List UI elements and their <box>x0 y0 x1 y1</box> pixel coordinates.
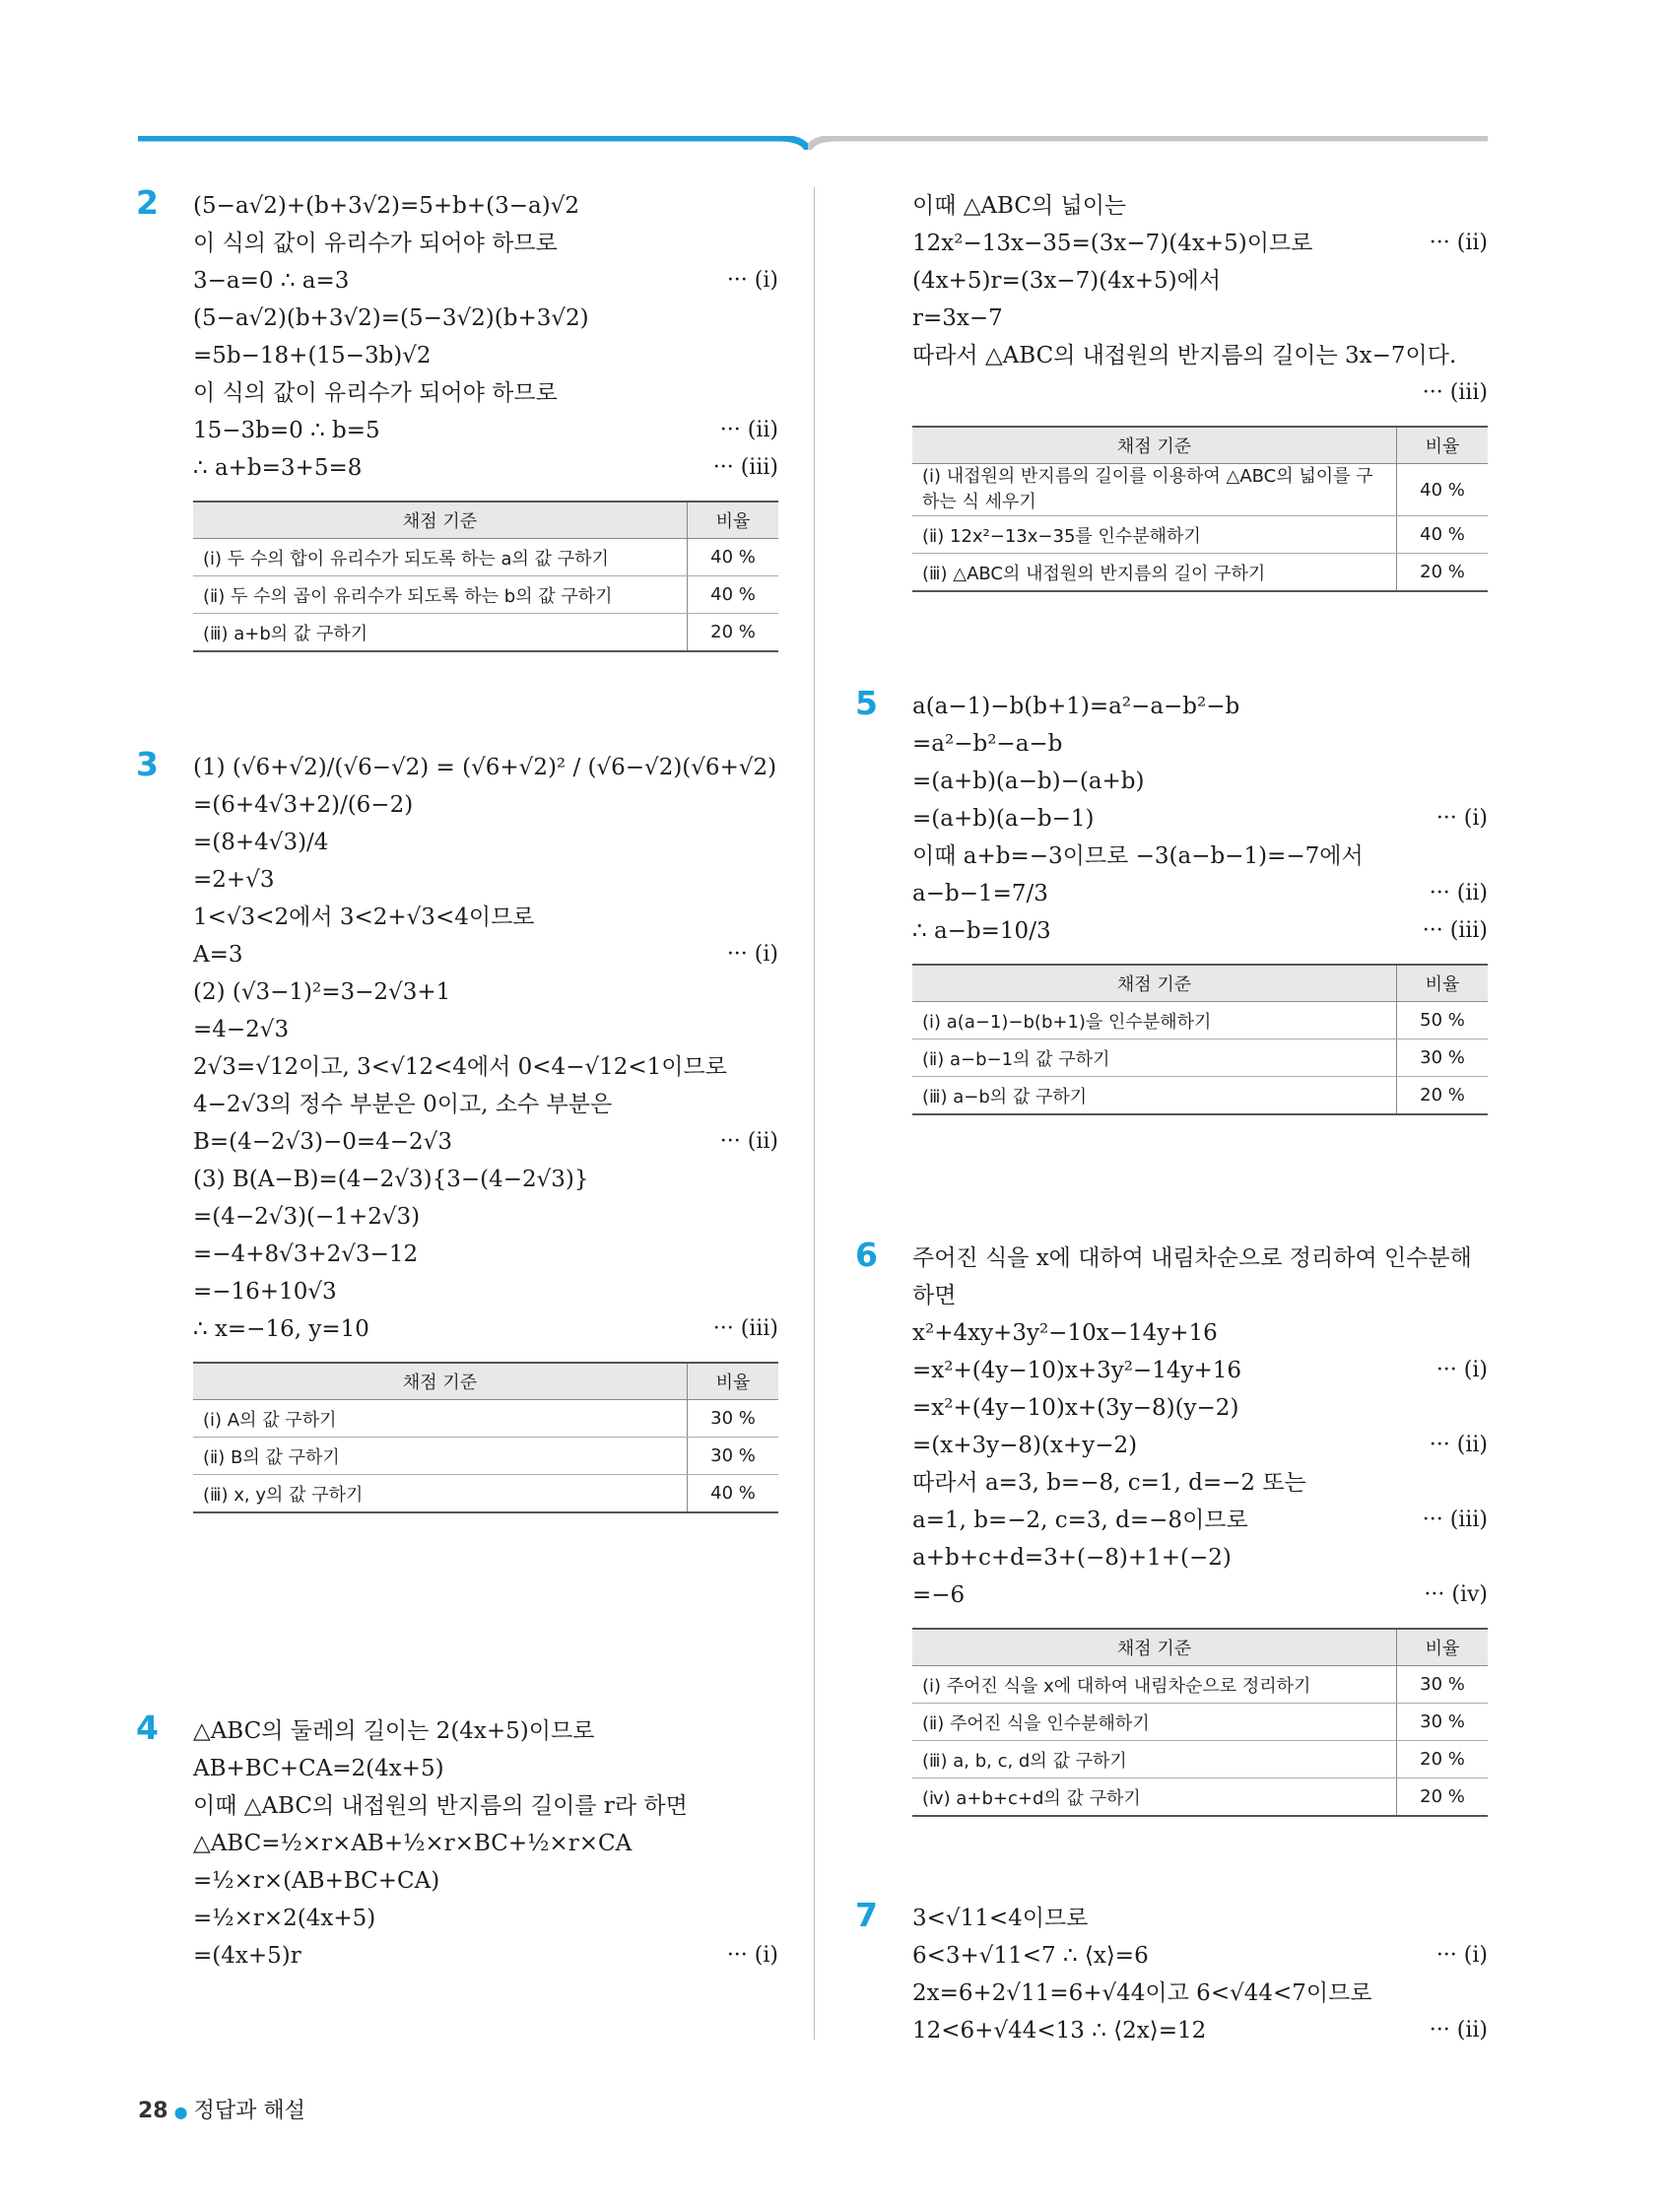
scoring-table <box>193 1362 778 1513</box>
table-header-row <box>912 427 1488 464</box>
criteria-cell: (ⅲ) a, b, c, d의 값 구하기 <box>912 1741 1397 1778</box>
ratio-cell: 40 % <box>688 576 779 614</box>
criteria-header: 채점 기준 <box>193 1363 688 1400</box>
solution-line: 이 식의 값이 유리수가 되어야 하므로 <box>193 231 558 256</box>
step-marker: ··· (ⅱ) <box>1429 1433 1488 1457</box>
ratio-cell: 30 % <box>688 1438 779 1475</box>
ratio-cell: 30 % <box>688 1400 779 1438</box>
step-marker: ··· (ⅳ) <box>1424 1582 1488 1607</box>
problem-number: 6 <box>855 1236 878 1274</box>
step-marker: ··· (ⅲ) <box>1422 380 1488 405</box>
table-row <box>912 1741 1488 1778</box>
solution-line: ∴ x=−16, y=10 ··· (ⅲ) <box>193 1310 778 1348</box>
table-header-row <box>912 1629 1488 1666</box>
solution-line: =−6 ··· (ⅳ) <box>912 1576 1488 1614</box>
solution-line: (5−a√2)(b+3√2)=(5−3√2)(b+3√2) <box>193 305 589 331</box>
ratio-header: 비율 <box>688 502 779 539</box>
criteria-cell: (ⅳ) a+b+c+d의 값 구하기 <box>912 1778 1397 1817</box>
page-number: 28 <box>138 2099 168 2123</box>
solution-line: 2x=6+2√11=6+√44이고 6<√44<7이므로 <box>912 1980 1372 2006</box>
ratio-cell: 20 % <box>1397 1077 1489 1115</box>
footer-title: 정답과 해설 <box>193 2099 305 2123</box>
header-accent-bar <box>138 136 808 150</box>
ratio-cell: 50 % <box>1397 1002 1489 1039</box>
solution-line: =(6+4√3+2)/(6−2) <box>193 792 414 818</box>
criteria-cell: (ⅱ) B의 값 구하기 <box>193 1438 688 1475</box>
solution-line: =(a+b)(a−b)−(a+b) <box>912 769 1145 794</box>
step-marker: ··· (ⅰ) <box>1435 806 1488 831</box>
solution-line: =(4−2√3)(−1+2√3) <box>193 1204 421 1230</box>
solution-line: =x²+(4y−10)x+3y²−14y+16 ··· (ⅰ) <box>912 1352 1488 1389</box>
solution-line: (1) (√6+√2)/(√6−√2) = (√6+√2)² / (√6−√2)(√6+√2) <box>193 755 777 780</box>
table-row <box>193 614 778 652</box>
solution-line: =5b−18+(15−3b)√2 <box>193 343 432 369</box>
criteria-cell: (ⅰ) 내접원의 반지름의 길이를 이용하여 △ABC의 넓이를 구하는 식 세우기 <box>912 464 1397 516</box>
table-row <box>912 1666 1488 1704</box>
table-row <box>193 539 778 576</box>
ratio-cell: 40 % <box>688 539 779 576</box>
solution-line: =(8+4√3)/4 <box>193 830 329 855</box>
solution-line: a−b−1=7/3 ··· (ⅱ) <box>912 875 1488 912</box>
table-header-row <box>912 965 1488 1002</box>
table-row <box>912 1002 1488 1039</box>
table-row <box>912 464 1488 516</box>
solution-line: =−4+8√3+2√3−12 <box>193 1241 419 1267</box>
ratio-cell: 40 % <box>1397 464 1489 516</box>
step-marker: ··· (ⅲ) <box>712 455 778 480</box>
step-marker: ··· (ⅱ) <box>719 418 778 442</box>
ratio-header: 비율 <box>1397 965 1489 1002</box>
ratio-cell: 30 % <box>1397 1666 1489 1704</box>
solution-line: =a²−b²−a−b <box>912 731 1063 757</box>
criteria-cell: (ⅲ) x, y의 값 구하기 <box>193 1475 688 1513</box>
table-row <box>193 576 778 614</box>
step-marker: ··· (ⅰ) <box>726 268 778 293</box>
ratio-cell: 20 % <box>1397 554 1489 592</box>
criteria-cell: (ⅱ) a−b−1의 값 구하기 <box>912 1039 1397 1077</box>
solution-line: 이때 △ABC의 넓이는 <box>912 193 1127 219</box>
problem-number: 5 <box>855 684 878 722</box>
solution-line: =x²+(4y−10)x+(3y−8)(y−2) <box>912 1395 1239 1421</box>
ratio-cell: 20 % <box>1397 1778 1489 1817</box>
solution-line: 따라서 △ABC의 내접원의 반지름의 길이는 3x−7이다. <box>912 343 1457 369</box>
criteria-cell: (ⅱ) 12x²−13x−35를 인수분해하기 <box>912 516 1397 554</box>
solution-line: (3) B(A−B)=(4−2√3){3−(4−2√3)} <box>193 1167 589 1192</box>
ratio-cell: 20 % <box>688 614 779 652</box>
problem-number: 2 <box>136 183 159 222</box>
criteria-header: 채점 기준 <box>912 1629 1397 1666</box>
criteria-cell: (ⅰ) 두 수의 합이 유리수가 되도록 하는 a의 값 구하기 <box>193 539 688 576</box>
solution-line: =½×r×(AB+BC+CA) <box>193 1868 440 1894</box>
scoring-table <box>912 964 1488 1115</box>
solution-line: AB+BC+CA=2(4x+5) <box>193 1756 444 1781</box>
step-marker: ··· (ⅲ) <box>1422 1508 1488 1532</box>
solution-line: 이때 △ABC의 내접원의 반지름의 길이를 r라 하면 <box>193 1793 688 1819</box>
solution-line: a(a−1)−b(b+1)=a²−a−b²−b <box>912 694 1240 719</box>
ratio-header: 비율 <box>1397 1629 1489 1666</box>
solution-line: a=1, b=−2, c=3, d=−8이므로 ··· (ⅲ) <box>912 1502 1488 1539</box>
table-row <box>912 516 1488 554</box>
solution-line: 이때 a+b=−3이므로 −3(a−b−1)=−7에서 <box>912 843 1364 869</box>
solution-line: 15−3b=0 ∴ b=5 ··· (ⅱ) <box>193 412 778 449</box>
problem-number: 3 <box>136 745 159 783</box>
solution-line: =−16+10√3 <box>193 1279 337 1305</box>
solution-line: 이 식의 값이 유리수가 되어야 하므로 <box>193 380 558 406</box>
criteria-cell: (ⅱ) 두 수의 곱이 유리수가 되도록 하는 b의 값 구하기 <box>193 576 688 614</box>
solution-line: =4−2√3 <box>193 1017 290 1042</box>
step-marker: ··· (ⅰ) <box>1435 1943 1488 1968</box>
table-header-row <box>193 502 778 539</box>
table-header-row <box>193 1363 778 1400</box>
scoring-table <box>912 1628 1488 1817</box>
table-row <box>193 1438 778 1475</box>
solution-line: (5−a√2)+(b+3√2)=5+b+(3−a)√2 <box>193 193 580 219</box>
step-marker: ··· (ⅱ) <box>1429 2018 1488 2043</box>
problem-number: 7 <box>855 1896 878 1934</box>
solution-line: x²+4xy+3y²−10x−14y+16 <box>912 1320 1218 1346</box>
solution-line: ∴ a−b=10/3 ··· (ⅲ) <box>912 912 1488 950</box>
solution-line: (4x+5)r=(3x−7)(4x+5)에서 <box>912 268 1222 294</box>
solution-line: r=3x−7 <box>912 305 1003 331</box>
solution-line: =2+√3 <box>193 867 275 893</box>
criteria-header: 채점 기준 <box>912 427 1397 464</box>
ratio-cell: 30 % <box>1397 1704 1489 1741</box>
step-marker: ··· (ⅱ) <box>719 1129 778 1154</box>
criteria-cell: (ⅲ) a+b의 값 구하기 <box>193 614 688 652</box>
step-marker: ··· (ⅰ) <box>726 1943 778 1968</box>
solution-line: =(a+b)(a−b−1) ··· (ⅰ) <box>912 800 1488 838</box>
table-row <box>193 1475 778 1513</box>
page-footer <box>138 2094 305 2124</box>
solution-line: =(4x+5)r ··· (ⅰ) <box>193 1937 778 1975</box>
table-row <box>912 1077 1488 1115</box>
solution-line: 3<√11<4이므로 <box>912 1906 1089 1931</box>
criteria-cell: (ⅰ) A의 값 구하기 <box>193 1400 688 1438</box>
ratio-header: 비율 <box>1397 427 1489 464</box>
solution-line: 6<3+√11<7 ∴ ⟨x⟩=6 ··· (ⅰ) <box>912 1937 1488 1975</box>
criteria-header: 채점 기준 <box>193 502 688 539</box>
step-marker: ··· (ⅰ) <box>726 942 778 967</box>
table-row <box>912 1778 1488 1817</box>
solution-line: A=3 ··· (ⅰ) <box>193 936 778 973</box>
ratio-cell: 30 % <box>1397 1039 1489 1077</box>
solution-line: 12<6+√44<13 ∴ ⟨2x⟩=12 ··· (ⅱ) <box>912 2012 1488 2049</box>
ratio-cell: 20 % <box>1397 1741 1489 1778</box>
solution-line: 하면 <box>912 1283 957 1308</box>
solution-line: 3−a=0 ∴ a=3 ··· (ⅰ) <box>193 262 778 300</box>
criteria-cell: (ⅰ) a(a−1)−b(b+1)을 인수분해하기 <box>912 1002 1397 1039</box>
solution-line: 2√3=√12이고, 3<√12<4에서 0<4−√12<1이므로 <box>193 1054 727 1080</box>
table-row <box>912 1704 1488 1741</box>
step-marker: ··· (ⅱ) <box>1429 881 1488 905</box>
criteria-cell: (ⅲ) △ABC의 내접원의 반지름의 길이 구하기 <box>912 554 1397 592</box>
bullet-icon: ● <box>173 2103 188 2121</box>
solution-line: 1<√3<2에서 3<2+√3<4이므로 <box>193 905 535 930</box>
solution-line: a+b+c+d=3+(−8)+1+(−2) <box>912 1545 1232 1571</box>
criteria-cell: (ⅱ) 주어진 식을 인수분해하기 <box>912 1704 1397 1741</box>
solution-line: △ABC=½×r×AB+½×r×BC+½×r×CA <box>193 1831 633 1856</box>
column-divider <box>814 187 815 2040</box>
solution-line: =½×r×2(4x+5) <box>193 1906 376 1931</box>
ratio-cell: 40 % <box>688 1475 779 1513</box>
criteria-cell: (ⅲ) a−b의 값 구하기 <box>912 1077 1397 1115</box>
scoring-table <box>912 426 1488 592</box>
problem-number: 4 <box>136 1709 159 1747</box>
solution-line: 4−2√3의 정수 부분은 0이고, 소수 부분은 <box>193 1092 613 1117</box>
ratio-header: 비율 <box>688 1363 779 1400</box>
criteria-cell: (ⅰ) 주어진 식을 x에 대하여 내림차순으로 정리하기 <box>912 1666 1397 1704</box>
solution-line: (2) (√3−1)²=3−2√3+1 <box>193 979 451 1005</box>
solution-line <box>912 374 1488 412</box>
header-gray-bar <box>808 136 1488 150</box>
step-marker: ··· (ⅲ) <box>1422 918 1488 943</box>
scoring-table <box>193 501 778 652</box>
solution-line: 12x²−13x−35=(3x−7)(4x+5)이므로 ··· (ⅱ) <box>912 225 1488 262</box>
step-marker: ··· (ⅱ) <box>1429 231 1488 255</box>
solution-line: ∴ a+b=3+5=8 ··· (ⅲ) <box>193 449 778 487</box>
table-row <box>912 554 1488 592</box>
step-marker: ··· (ⅲ) <box>712 1316 778 1341</box>
solution-line: △ABC의 둘레의 길이는 2(4x+5)이므로 <box>193 1718 595 1744</box>
step-marker: ··· (ⅰ) <box>1435 1358 1488 1382</box>
solution-line: 따라서 a=3, b=−8, c=1, d=−2 또는 <box>912 1470 1306 1496</box>
solution-line: B=(4−2√3)−0=4−2√3 ··· (ⅱ) <box>193 1123 778 1161</box>
table-row <box>912 1039 1488 1077</box>
solution-line: 주어진 식을 x에 대하여 내림차순으로 정리하여 인수분해 <box>912 1245 1472 1271</box>
table-row <box>193 1400 778 1438</box>
criteria-header: 채점 기준 <box>912 965 1397 1002</box>
ratio-cell: 40 % <box>1397 516 1489 554</box>
solution-line: =(x+3y−8)(x+y−2) ··· (ⅱ) <box>912 1427 1488 1464</box>
